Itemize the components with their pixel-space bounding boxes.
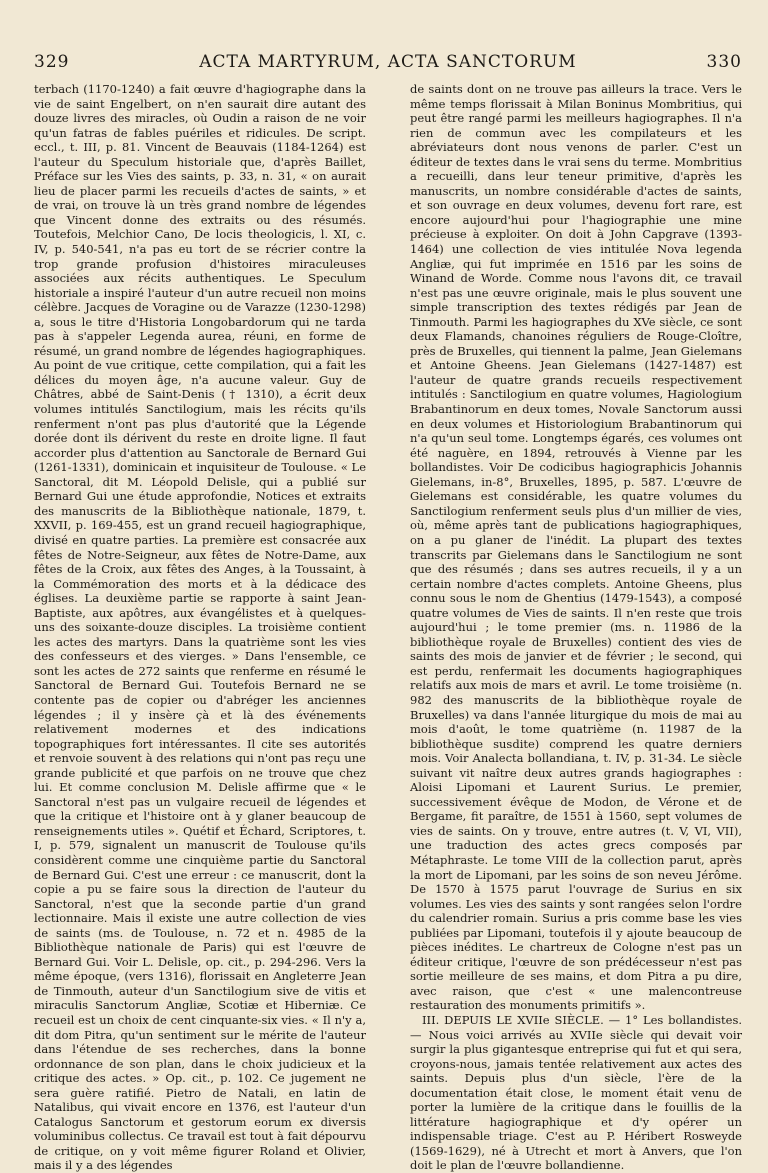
column-left (34, 82, 366, 1173)
column-right (410, 82, 742, 1173)
text-columns (34, 82, 742, 1173)
page-number-right: 330 (706, 52, 742, 72)
column-left-paragraph-1: terbach (1170-1240) a fait œuvre d'hagiographe dans la vie de saint Engelbert, on n'en saurait dire autant des douze livres des miracles, où Oudin a raison de ne voir qu'un fatras de fables puériles et ridicules. De script. eccl., t. III, p. 81. Vincent de Beauvais (1184-1264) est l'auteur du Speculum historiale que, d'après Baillet, Préface sur les Vies des saints, p. 33, n. 31, « on aurait lieu de placer parmi les recueils d'actes de saints, » et de vrai, on trouve là un très grand nombre de légendes que Vincent donne des extraits ou des résumés. Toutefois, Melchior Cano, De locis theologicis, l. XI, c. IV, p. 540-541, n'a pas eu tort de se récrier contre la trop grande profusion d'histoires miraculeuses associées aux récits authentiques. Le Speculum historiale a inspiré l'auteur d'un autre recueil non moins célèbre. Jacques de Voragine ou de Varazze (1230-1298) a, sous le titre d'Historia Longobardorum qui ne tarda pas à s'appeler Legenda aurea, réuni, en forme de résumé, un grand nombre de légendes hagiographiques. Au point de vue critique, cette compilation, qui a fait les délices du moyen âge, n'a aucune valeur. Guy de Châtres, abbé de Saint-Denis († 1310), a écrit deux volumes intitulés Sanctilogium, mais les récits qu'ils renferment n'ont pas plus d'autorité que la Légende dorée dont ils dérivent du reste en droite ligne. Il faut accorder plus d'attention au Sanctorale de Bernard Gui (1261-1331), dominicain et inquisiteur de Toulouse. « Le Sanctoral, dit M. Léopold Delisle, qui a publié sur Bernard Gui une étude approfondie, Notices et extraits des manuscrits de la Bibliothèque nationale, 1879, t. XXVII, p. 169-455, est un grand recueil hagiographique, divisé en quatre parties. La première est consacrée aux fêtes de Notre-Seigneur, aux fêtes de Notre-Dame, aux fêtes de la Croix, aux fêtes des Anges, à la Toussaint, à la Commémoration des morts et à la dédicace des églises. La deuxième partie se rapporte à saint Jean-Baptiste, aux apôtres, aux évangélistes et à quelques-uns des soixante-douze disciples. La troisième contient les actes des martyrs. Dans la quatrième sont les vies des confesseurs et des vierges. » Dans l'ensemble, ce sont les actes de 272 saints que renferme en résumé le Sanctoral de Bernard Gui. Toutefois Bernard ne se contente pas de copier ou d'abréger les anciennes légendes ; il y insère çà et là des événements relativement modernes et des indications topographiques fort intéressantes. Il cite ses autorités et renvoie souvent à des relations qui n'ont pas reçu une grande publicité et que parfois on ne trouve que chez lui. Et comme conclusion M. Delisle affirme que « le Sanctoral n'est pas un vulgaire recueil de légendes et que la critique et l'histoire ont à y glaner beaucoup de renseignements utiles ». Quétif et Échard, Scriptores, t. I, p. 579, signalent un manuscrit de Toulouse qu'ils considèrent comme une cinquième partie du Sanctoral de Bernard Gui. C'est une erreur : ce manuscrit, dont la copie a pu se faire sous la direction de l'auteur du Sanctoral, n'est que la seconde partie d'un grand lectionnaire. Mais il existe une autre collection de vies de saints (ms. de Toulouse, n. 72 et n. 4985 de la Bibliothèque nationale de Paris) qui est l'œuvre de Bernard Gui. Voir L. Delisle, op. cit., p. 294-296. Vers la même époque, (vers 1316), florissait en Angleterre Jean de Tinmouth, auteur d'un Sanctilogium sive de vitis et miraculis Sanctorum Angliæ, Scotiæ et Hiberniæ. Ce recueil est un choix de cent cinquante-six vies. « Il n'y a, dit dom Pitra, qu'un sentiment sur le mérite de l'auteur dans l'étendue de ses recherches, dans la bonne ordonnance de son plan, dans le choix judicieux et la critique des actes. » Op. cit., p. 102. Ce jugement ne sera guère ratifié. Pietro de Natali, en latin de Natalibus, qui vivait encore en 1376, est l'auteur d'un Catalogus Sanctorum et gestorum eorum ex diversis voluminibus collectus. Ce travail est tout à fait dépourvu de critique, on y voit même figurer Roland et Olivier, mais il y a des légendes (34, 82, 366, 1173)
column-right-paragraph-2: III. DEPUIS LE XVIIe SIÈCLE. — 1° Les bollandistes. — Nous voici arrivés au XVIIe siècle qui devait voir surgir la plus gigantesque entreprise qui fut et qui sera, croyons-nous, jamais tentée relativement aux actes des saints. Depuis plus d'un siècle, l'ère de la documentation était close, le moment était venu de porter la lumière de la critique dans le fouillis de la littérature hagiographique et d'y opérer un indispensable triage. C'est au P. Héribert Rosweyde (1569-1629), né à Utrecht et mort à Anvers, que l'on doit le plan de l'œuvre bollandienne. (410, 1013, 742, 1173)
running-title: ACTA MARTYRUM, ACTA SANCTORUM (199, 52, 577, 72)
running-header (34, 52, 742, 76)
column-right-paragraph-1: de saints dont on ne trouve pas ailleurs la trace. Vers le même temps florissait à Milan Boninus Mombritius, qui peut être rangé parmi les meilleurs hagiographes. Il n'a rien de commun avec les compilateurs et les abréviateurs dont nous venons de parler. C'est un éditeur de textes dans le vrai sens du terme. Mombritius a recueilli, dans leur teneur primitive, d'après les manuscrits, un nombre considérable d'actes de saints, et son ouvrage en deux volumes, devenu fort rare, est encore aujourd'hui pour l'hagiographie une mine précieuse à exploiter. On doit à John Capgrave (1393-1464) une collection de vies intitulée Nova legenda Angliæ, qui fut imprimée en 1516 par les soins de Winand de Worde. Comme nous l'avons dit, ce travail n'est pas une œuvre originale, mais le plus souvent une simple transcription des textes rédigés par Jean de Tinmouth. Parmi les hagiographes du XVe siècle, ce sont deux Flamands, chanoines réguliers de Rouge-Cloître, près de Bruxelles, qui tiennent la palme, Jean Gielemans et Antoine Gheens. Jean Gielemans (1427-1487) est l'auteur de quatre grands recueils respectivement intitulés : Sanctilogium en quatre volumes, Hagiologium Brabantinorum en deux tomes, Novale Sanctorum aussi en deux volumes et Historiologium Brabantinorum qui n'a qu'un seul tome. Longtemps égarés, ces volumes ont été naguère, en 1894, retrouvés à Vienne par les bollandistes. Voir De codicibus hagiographicis Johannis Gielemans, in-8°, Bruxelles, 1895, p. 587. L'œuvre de Gielemans est considérable, les quatre volumes du Sanctilogium renferment seuls plus d'un millier de vies, où, même après tant de publications hagiographiques, on a pu glaner de l'inédit. La plupart des textes transcrits par Gielemans dans le Sanctilogium ne sont que des résumés ; dans ses autres recueils, il y a un certain nombre d'actes complets. Antoine Gheens, plus connu sous le nom de Ghentius (1479-1543), a composé quatre volumes de Vies de saints. Il n'en reste que trois aujourd'hui ; le tome premier (ms. n. 11986 de la bibliothèque royale de Bruxelles) contient des vies de saints des mois de janvier et de février ; le second, qui est perdu, renfermait les documents hagiographiques relatifs aux mois de mars et avril. Le tome troisième (n. 982 des manuscrits de la bibliothèque royale de Bruxelles) va dans l'année liturgique du mois de mai au mois d'août, le tome quatrième (n. 11987 de la bibliothèque susdite) comprend les quatre derniers mois. Voir Analecta bollandiana, t. IV, p. 31-34. Le siècle suivant vit naître deux autres grands hagiographes : Aloisi Lipomani et Laurent Surius. Le premier, successivement évêque de Modon, de Vérone et de Bergame, fit paraître, de 1551 à 1560, sept volumes de vies de saints. On y trouve, entre autres (t. V, VI, VII), une traduction des actes grecs composés par Métaphraste. Le tome VIII de la collection parut, après la mort de Lipomani, par les soins de son neveu Jérôme. De 1570 à 1575 parut l'ouvrage de Surius en six volumes. Les vies des saints y sont rangées selon l'ordre du calendrier romain. Surius a pris comme base les vies publiées par Lipomani, toutefois il y ajoute beaucoup de pièces inédites. Le chartreux de Cologne n'est pas un éditeur critique, l'œuvre de son prédécesseur n'est pas sortie meilleure de ses mains, et dom Pitra a pu dire, avec raison, que c'est « une malencontreuse restauration des monuments primitifs ». (410, 82, 742, 1013)
page-number-left: 329 (34, 52, 70, 72)
